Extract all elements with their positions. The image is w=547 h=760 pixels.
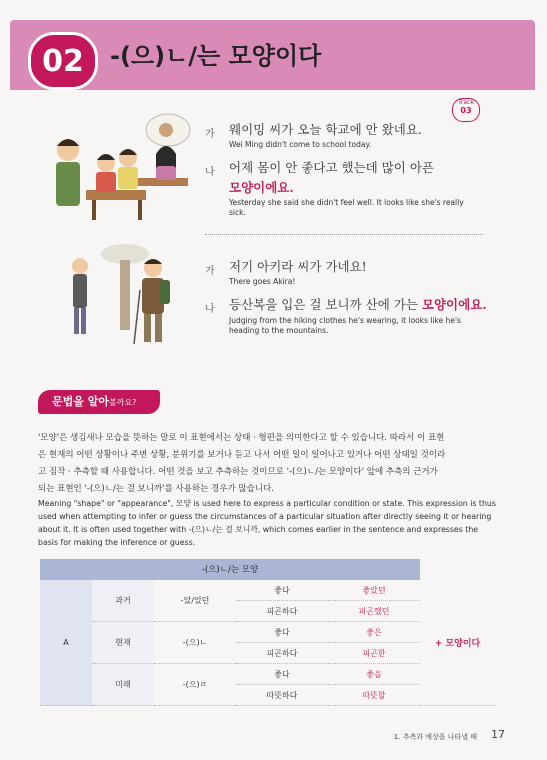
dialog-line-english: There goes Akira! (229, 277, 296, 286)
hiking-illustration (50, 240, 190, 350)
tense-label: 현재 (92, 622, 154, 664)
conj-cell: 좋은 (328, 622, 420, 643)
dialog-line-korean: 저기 아키라 씨가 가네요! (229, 259, 367, 274)
conj-cell: 좋을 (328, 664, 420, 685)
track-label: Track (458, 99, 474, 106)
base-cell: 피곤하다 (236, 643, 328, 664)
base-cell: 좋다 (236, 580, 328, 601)
table-row (40, 580, 495, 601)
speaker-na: 나 (205, 167, 215, 178)
track-number: 03 (460, 106, 472, 115)
speaker-ga: 가 (205, 129, 215, 140)
conj-cell: 좋았던 (328, 580, 420, 601)
tense-label: 과거 (92, 580, 154, 622)
explanation-line: 고 짐작 · 추측할 때 사용합니다. 어떤 것을 보고 추측하는 것이므로 '-(으)ㄴ/는 모양이다' 앞에 추측의 근거가 (38, 467, 438, 477)
dialog-line-english: Yesterday she said she didn't feel well. It looks like she's really sick. (229, 198, 464, 217)
explanation-english: Meaning "shape" or "appearance", 모양 is used here to express a particular condition or state. This expression is thus used when attempting to infer or guess the circumstances of a particular situation after directly seeing it or hearing about it. It is often used together with -(으)ㄴ/는 걸 보니까, which comes earlier in the sentence and expresses the basis for making the inference or guess. (38, 499, 496, 547)
footer-section-title: 1. 추측과 예상을 나타낼 때 (393, 733, 477, 741)
dialog-line-korean: 웨이밍 씨가 오늘 학교에 안 왔네요. (229, 122, 422, 137)
conj-cell: 따뜻할 (328, 685, 420, 706)
explanation-line: 되는 표현인 '-(으)ㄴ/는 걸 보니까'를 사용하는 경우가 많습니다. (38, 484, 274, 494)
lesson-number-badge: 02 (28, 32, 98, 90)
audio-track-icon[interactable] (452, 98, 480, 122)
conj-cell: 피곤했던 (328, 601, 420, 622)
ending-cell: -(으)ㄹ (154, 664, 236, 706)
lesson-title: -(으)ㄴ/는 모양이다 (110, 42, 322, 70)
ending-cell: -(으)ㄴ (154, 622, 236, 664)
page-number: 17 (491, 728, 505, 741)
base-cell: 좋다 (236, 622, 328, 643)
dialog-line-english: Judging from the hiking clothes he's wearing, it looks like he's heading to the mountains. (229, 316, 461, 335)
grammar-tag-text: 볼까요? (108, 398, 137, 407)
highlighted-expression: 모양이에요. (421, 297, 487, 312)
tense-label: 미래 (92, 664, 154, 706)
ending-cell: -았/었던 (154, 580, 236, 622)
table-header: -(으)ㄴ/는 모양 (40, 559, 420, 580)
section-divider (205, 234, 483, 235)
suffix-label: + 모양이다 (420, 580, 495, 706)
base-cell: 피곤하다 (236, 601, 328, 622)
classroom-illustration (38, 108, 198, 223)
highlighted-expression: 모양이에요. (229, 180, 294, 195)
explanation-korean (38, 430, 498, 498)
speaker-ga: 가 (205, 266, 215, 277)
dialog-line-korean: 등산복을 입은 걸 보니까 산에 가는 (229, 297, 422, 312)
dialog-line-korean: 어제 몸이 안 좋다고 했는데 많이 아픈 (229, 160, 434, 175)
grammar-tag-text: 알아 (87, 395, 109, 408)
grammar-section-tag (38, 390, 160, 414)
table-group-label: A (40, 580, 92, 706)
base-cell: 좋다 (236, 664, 328, 685)
dialog-line-english: Wei Ming didn't come to school today. (229, 140, 372, 149)
conjugation-table (40, 559, 495, 706)
grammar-tag-text: 문법을 (52, 395, 88, 408)
base-cell: 따뜻하다 (236, 685, 328, 706)
conj-cell: 피곤한 (328, 643, 420, 664)
explanation-line: 은 현재의 어떤 상황이나 주변 상황, 분위기를 보거나 듣고 나서 어떤 일이 일어나고 있거나 어떤 상태일 것이라 (38, 450, 446, 460)
explanation-line: '모양'은 생김새나 모습을 뜻하는 말로 이 표현에서는 상태 · 형편을 의미한다고 할 수 있습니다. 따라서 이 표현 (38, 433, 445, 443)
speaker-na: 나 (205, 304, 215, 315)
